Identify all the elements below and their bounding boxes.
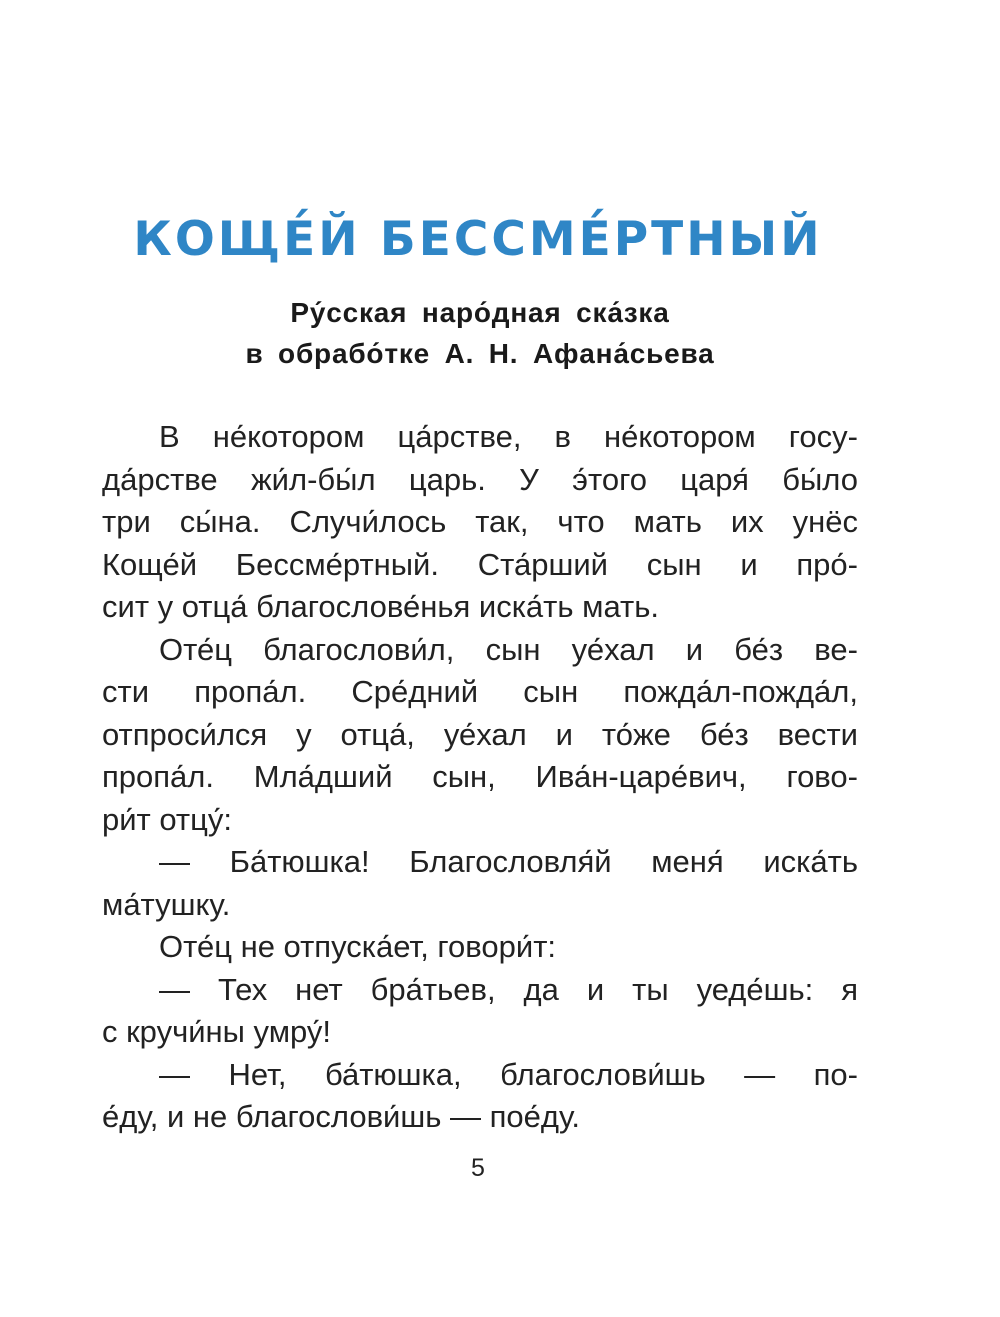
text-line: с кручи́ны умру́! <box>102 1014 332 1049</box>
text-line: ма́тушку. <box>102 886 231 922</box>
story-text <box>102 416 858 1139</box>
text-line: пропа́л. Мла́дший сын, Ива́н-царе́вич, гово- <box>102 759 858 794</box>
subtitle-line-1: Ру́сская наро́дная ска́зка <box>290 297 670 328</box>
text-line: сит у отца́ благослове́нья иска́ть мать. <box>102 589 659 624</box>
text-line: сти пропа́л. Сре́дний сын пожда́л-пожда́л, <box>102 674 858 709</box>
text-line: отпроси́лся у отца́, уе́хал и то́же бе́з вести <box>102 716 858 752</box>
text-line: — Ба́тюшка! Благословля́й меня́ иска́ть <box>159 844 858 879</box>
text-line: Оте́ц благослови́л, сын уе́хал и бе́з ве- <box>159 631 858 667</box>
text-line: да́рстве жи́л-бы́л царь. У э́того царя́ бы́ло <box>102 461 858 497</box>
text-line: В не́котором ца́рстве, в не́котором госу- <box>159 419 858 454</box>
text-line: Коще́й Бессме́ртный. Ста́рший сын и про́- <box>102 546 858 582</box>
page-number: 5 <box>471 1154 485 1182</box>
text-line: е́ду, и не благослови́шь — пое́ду. <box>102 1099 580 1134</box>
story-title: КОЩЕ́Й БЕССМЕ́РТНЫЙ <box>133 212 823 267</box>
subtitle-line-2: в обрабо́тке А. Н. Афана́сьева <box>245 338 715 369</box>
text-line: Оте́ц не отпуска́ет, говори́т: <box>159 929 557 964</box>
text-line: — Тех нет бра́тьев, да и ты уеде́шь: я <box>159 971 858 1007</box>
text-line: три сы́на. Случи́лось так, что мать их унёс <box>102 504 858 539</box>
text-line: — Нет, ба́тюшка, благослови́шь — по- <box>159 1056 858 1092</box>
text-line: ри́т отцу́: <box>102 801 232 837</box>
